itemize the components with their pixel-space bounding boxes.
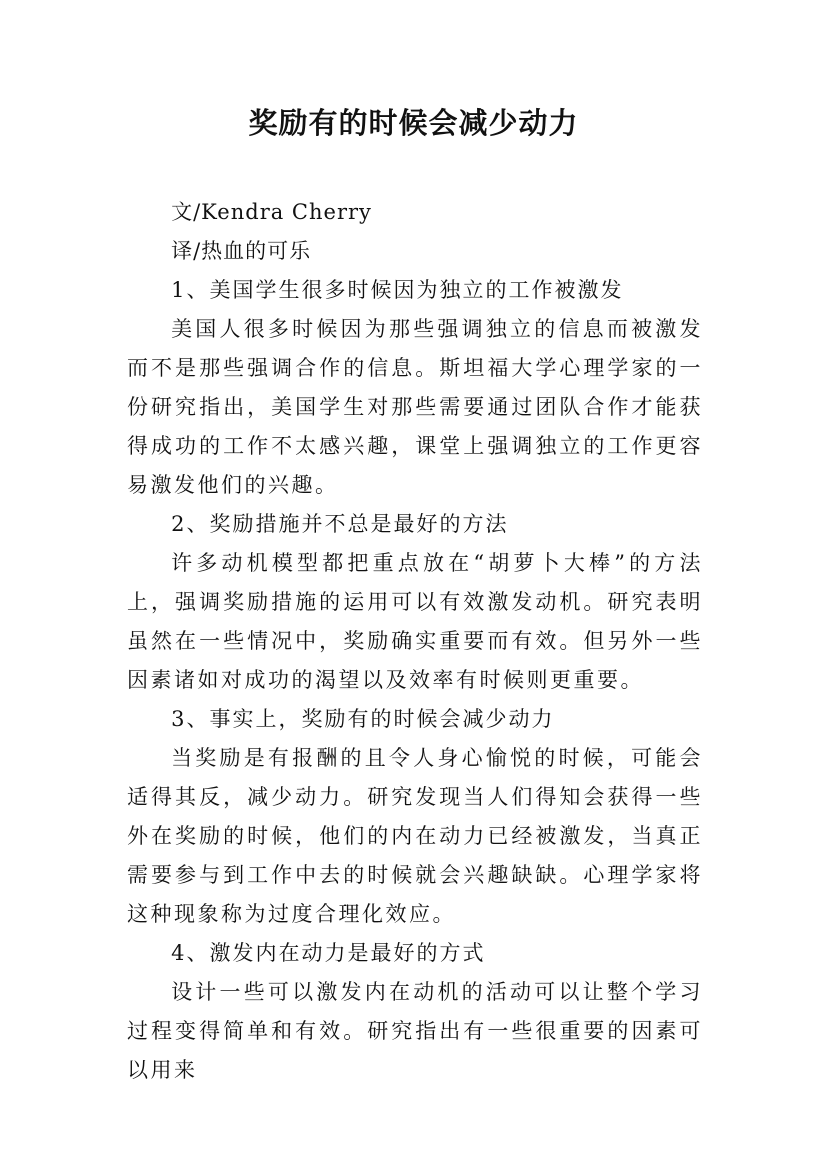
section-paragraph-4: 设计一些可以激发内在动机的活动可以让整个学习过程变得简单和有效。研究指出有一些很重要的因素可以用来 xyxy=(127,980,703,1082)
translator-line: 译/热血的可乐 xyxy=(171,239,312,263)
article-body xyxy=(127,193,703,1090)
page-title: 奖励有的时候会减少动力 xyxy=(248,106,579,140)
section-heading-2: 2、奖励措施并不总是最好的方法 xyxy=(171,512,509,536)
section-paragraph-3: 当奖励是有报酬的且令人身心愉悦的时候，可能会适得其反，减少动力。研究发现当人们得知会获得一些外在奖励的时候，他们的内在动力已经被激发，当真正需要参与到工作中去的时候就会兴趣缺缺。心理学家将这种现象称为过度合理化效应。 xyxy=(127,746,703,926)
section-heading-1: 1、美国学生很多时候因为独立的工作被激发 xyxy=(171,278,624,302)
section-paragraph-2: 许多动机模型都把重点放在“胡萝卜大棒”的方法上，强调奖励措施的运用可以有效激发动机。研究表明虽然在一些情况中，奖励确实重要而有效。但另外一些因素诸如对成功的渴望以及效率有时候则更重要。 xyxy=(127,551,703,692)
section-heading-3: 3、事实上，奖励有的时候会减少动力 xyxy=(171,707,555,731)
section-heading-4: 4、激发内在动力是最好的方式 xyxy=(171,941,486,965)
section-paragraph-1: 美国人很多时候因为那些强调独立的信息而被激发而不是那些强调合作的信息。斯坦福大学心理学家的一份研究指出，美国学生对那些需要通过团队合作才能获得成功的工作不太感兴趣，课堂上强调独立的工作更容易激发他们的兴趣。 xyxy=(127,317,703,497)
author-line: 文/Kendra Cherry xyxy=(171,200,372,224)
